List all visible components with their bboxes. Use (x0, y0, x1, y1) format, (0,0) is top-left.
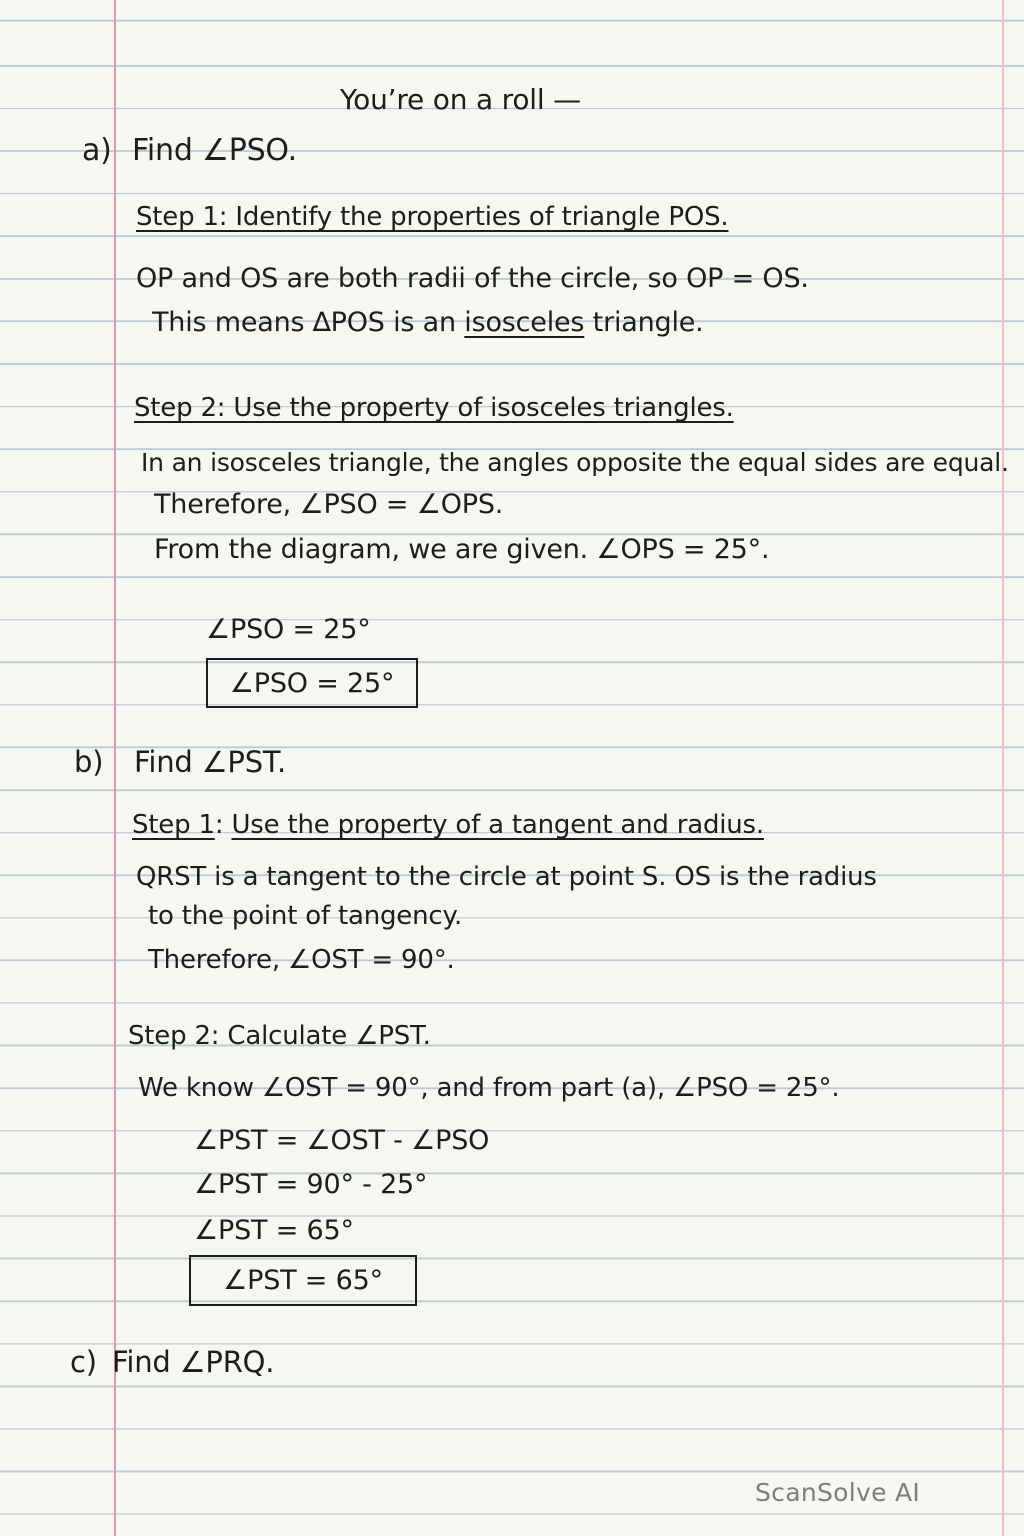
part-b-answer-box (189, 1255, 417, 1306)
part-b-step1-heading-label: Step 1 (132, 810, 215, 840)
part-b-question: Find ∠PST. (134, 745, 287, 779)
part-b-step1-heading-text-pre: Use the property of a (231, 810, 512, 840)
part-a-step2-line3: From the diagram, we are given. ∠OPS = 25°. (154, 534, 770, 565)
part-b-calc2: ∠PST = 90° - 25° (194, 1169, 428, 1200)
part-b-answer: ∠PST = 65° (223, 1265, 383, 1296)
part-a-question: Find ∠PSO. (132, 133, 297, 168)
part-a-step2-line1: In an isosceles triangle, the angles opposite the equal sides are equal. (141, 448, 1009, 477)
part-a-step1-line2-pre: This means ∆POS is an (152, 307, 465, 338)
part-b-step2-line1: We know ∠OST = 90°, and from part (a), ∠PSO = 25°. (138, 1073, 840, 1103)
part-a-step1-line2 (152, 309, 704, 336)
part-a-step1-line2-post: triangle. (584, 307, 704, 338)
part-a-step1-heading: Step 1: Identify the properties of triangle POS. (136, 202, 729, 232)
part-c-question: Find ∠PRQ. (112, 1345, 275, 1379)
part-b-calc3: ∠PST = 65° (194, 1215, 354, 1246)
part-a-step2-heading: Step 2: Use the property of isosceles triangles. (134, 393, 734, 423)
part-b-label: b) (74, 745, 104, 779)
part-b-step1-heading (132, 812, 764, 838)
part-b-step2-heading: Step 2: Calculate ∠PST. (128, 1021, 431, 1051)
left-margin-line (114, 0, 116, 1536)
part-a-result: ∠PSO = 25° (206, 614, 371, 645)
part-b-calc1: ∠PST = ∠OST - ∠PSO (194, 1125, 490, 1156)
part-a-step1-line1: OP and OS are both radii of the circle, so OP = OS. (136, 263, 809, 294)
part-b-step1-heading-colon: : (214, 810, 232, 840)
part-a-answer: ∠PSO = 25° (229, 667, 395, 699)
part-a-label: a) (82, 133, 112, 168)
isosceles-emphasis: isosceles (464, 307, 585, 338)
part-c-label: c) (70, 1345, 97, 1379)
part-b-step1-line1: QRST is a tangent to the circle at point S. OS is the radius (136, 862, 877, 892)
part-a-answer-box (206, 658, 418, 708)
part-a-step2-line2: Therefore, ∠PSO = ∠OPS. (154, 489, 504, 520)
scansolve-watermark: ScanSolve AI (755, 1478, 921, 1507)
part-b-step1-line3: Therefore, ∠OST = 90°. (148, 945, 455, 975)
right-margin-line (1002, 0, 1004, 1536)
page-title: You’re on a roll — (340, 83, 581, 116)
part-b-step1-line2: to the point of tangency. (148, 901, 463, 931)
part-b-step1-heading-text-emph: tangent and radius. (511, 810, 764, 840)
